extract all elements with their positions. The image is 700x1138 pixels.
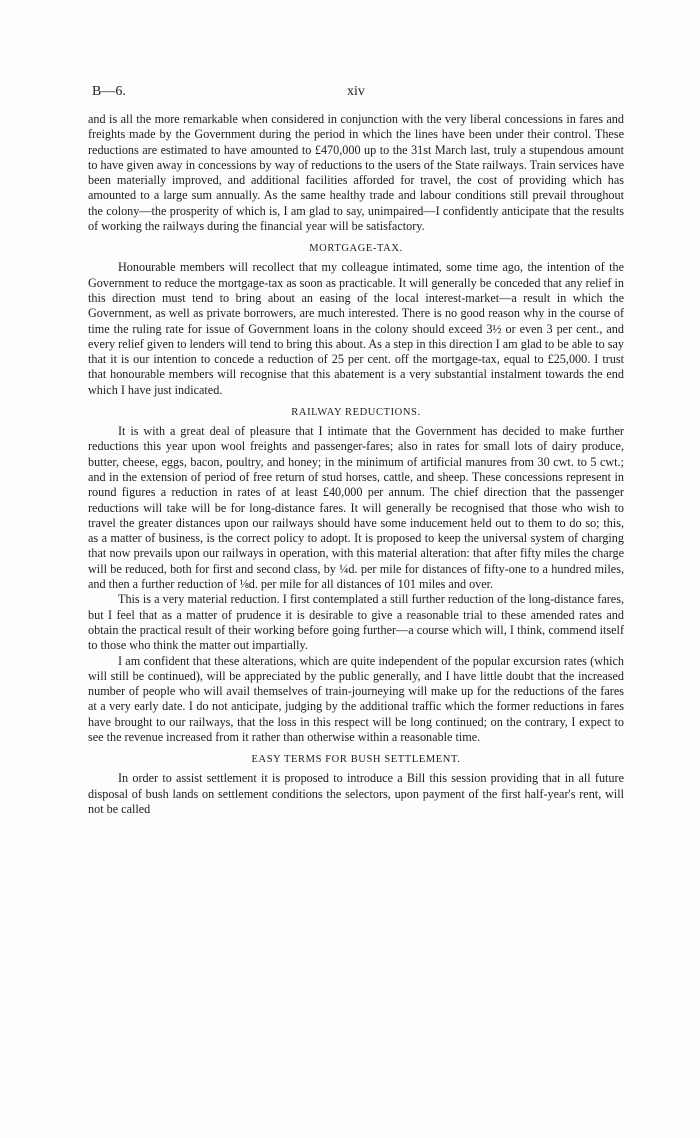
section-heading-mortgage-tax: MORTGAGE-TAX. (309, 243, 403, 255)
document-reference: B—6. (92, 84, 126, 99)
section-heading-bush-settlement: EASY TERMS FOR BUSH SETTLEMENT. (251, 754, 461, 766)
page-header (92, 84, 620, 104)
paragraph: I am confident that these alterations, which are quite independent of the popular excursion rates (which will still be continued), will be appreciated by the public generally, and I have little doubt that the increased number of people who will avail themselves of train-journeying will make up for the reductions of the fares at a very early date. I do not anticipate, judging by the additional traffic which the former reductions in fares have brought to our railways, that the loss in this respect will be long continued; on the contrary, I expect to see the revenue increased from it rather than otherwise within a reasonable time. (88, 653, 624, 744)
page-number: xiv (347, 84, 365, 99)
paragraph: and is all the more remarkable when considered in conjunction with the very liberal concessions in fares and freights made by the Government during the period in which the lines have been under their control. These reductions are estimated to have amounted to £470,000 up to the 31st March last, truly a stupendous amount to have given away in concessions by way of reductions to the users of the State railways. Train services have been materially improved, and additional facilities afforded for travel, the cost of providing which has amounted to a large sum annually. As the same healthy trade and labour conditions still prevail throughout the colony—the prosperity of which is, I am glad to say, unimpaired—I confidently anticipate that the results of working the railways during the financial year will be satisfactory. (88, 112, 624, 234)
section-heading-railway-reductions: RAILWAY REDUCTIONS. (291, 407, 421, 419)
paragraph: This is a very material reduction. I first contemplated a still further reduction of the long-distance fares, but I feel that as a matter of prudence it is desirable to give a reasonable trial to these amended rates and obtain the practical result of their working before going further—a course which will, I think, commend itself to those who think the matter out impartially. (88, 592, 624, 653)
paragraph: In order to assist settlement it is proposed to introduce a Bill this session providing that in all future disposal of bush lands on settlement conditions the selectors, upon payment of the first half-year's rent, will not be called (88, 771, 624, 816)
paragraph: Honourable members will recollect that my colleague intimated, some time ago, the intention of the Government to reduce the mortgage-tax as soon as practicable. It will generally be conceded that any relief in this direction must tend to bring about an easing of the local interest-market—a result in which the Government, as well as private borrowers, are much interested. There is no good reason why in the course of time the ruling rate for issue of Government loans in the colony should exceed 3½ or even 3 per cent., and every relief given to lenders will tend to bring this about. As a step in this direction I am glad to be able to say that it is our intention to concede a reduction of 25 per cent. off the mortgage-tax, equal to £25,000. I trust that honourable members will recognise that this abatement is a very substantial instalment towards the end which I have just indicated. (88, 260, 624, 397)
document-body (88, 112, 624, 817)
paragraph: It is with a great deal of pleasure that I intimate that the Government has decided to make further reductions this year upon wool freights and passenger-fares; also in rates for small lots of dairy produce, butter, cheese, eggs, bacon, poultry, and honey; in the minimum of artificial manures from 30 cwt. to 5 cwt.; and in the extension of period of free return of stud horses, cattle, and sheep. These concessions represent in round figures a reduction in rates of at least £40,000 per annum. The chief direction that the passenger reductions will take will be for long-distance fares. It will generally be recognised that those who wish to travel the greater distances upon our railways should have some inducement held out to them to do so; this, as a matter of business, is the correct policy to adopt. It is proposed to keep the universal system of charging that now prevails upon our railways in operation, with this material alteration: that after fifty miles the charge will be reduced, both for first and second class, by ¼d. per mile for distances of fifty-one to a hundred miles, and then a further reduction of ⅛d. per mile for all distances of 101 miles and over. (88, 424, 624, 592)
